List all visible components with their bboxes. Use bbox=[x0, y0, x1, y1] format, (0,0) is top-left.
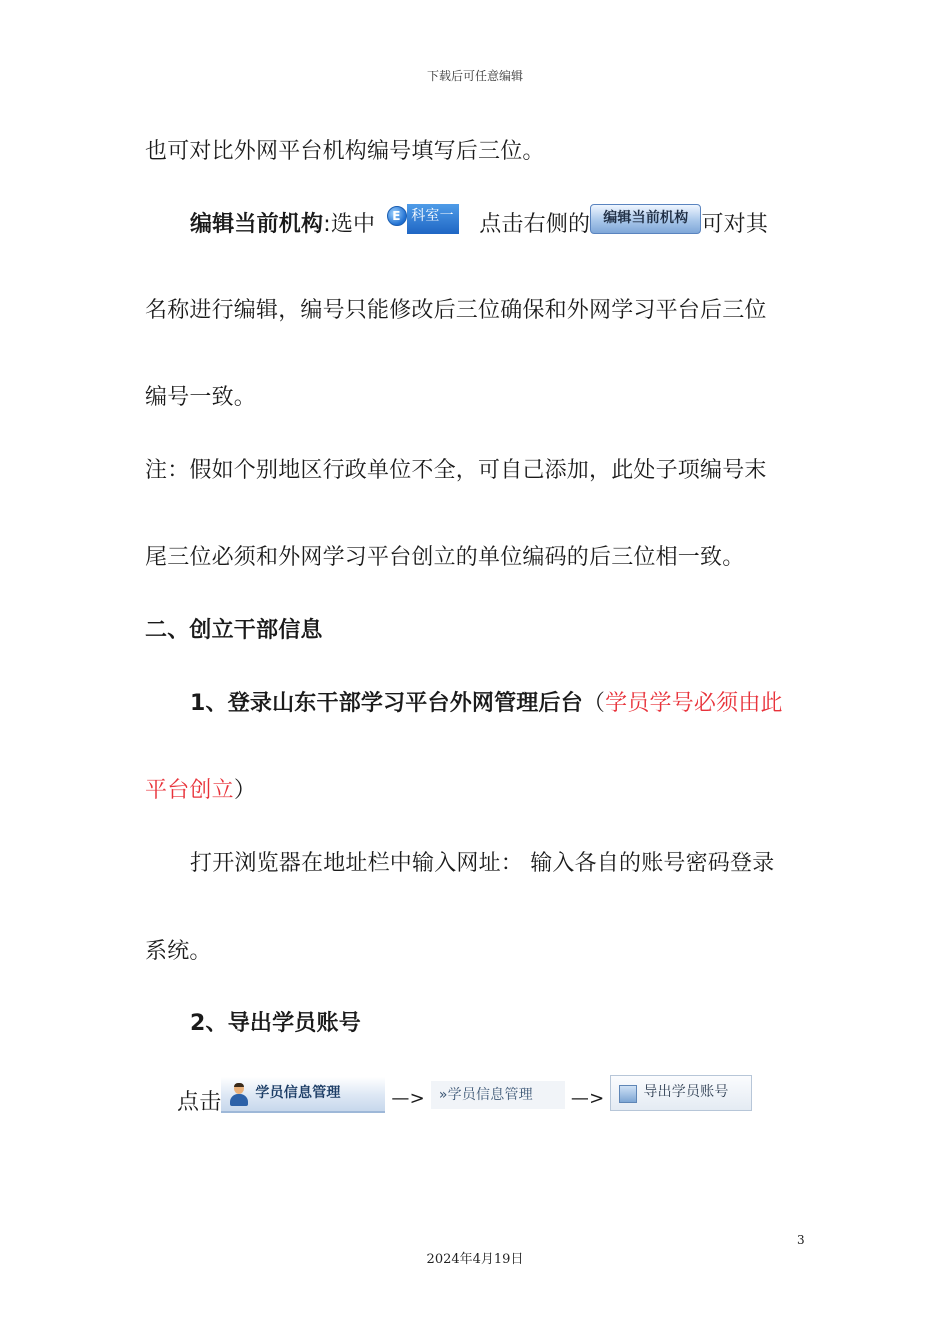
step1-paren: （ bbox=[582, 691, 606, 716]
student-info-submenu-link[interactable]: »学员信息管理 bbox=[431, 1081, 565, 1109]
section-heading: 二、创立干部信息 bbox=[145, 618, 323, 643]
export-accounts-button[interactable] bbox=[610, 1075, 752, 1111]
step1-paren-close: ） bbox=[233, 778, 257, 803]
step1-cont-line bbox=[145, 776, 256, 806]
step1-title: 1、登录山东干部学习平台外网管理后台 bbox=[190, 691, 583, 716]
page-number: 3 bbox=[797, 1233, 805, 1247]
step1-warning-cont: 平台创立 bbox=[145, 778, 234, 803]
step1-warning: 学员学号必须由此 bbox=[605, 691, 783, 716]
arrow-2: —> bbox=[570, 1088, 605, 1109]
student-info-menu-label: 学员信息管理 bbox=[255, 1085, 341, 1101]
office-node-label: 科室一 bbox=[407, 204, 459, 234]
step2-title: 2、导出学员账号 bbox=[190, 1011, 361, 1036]
edit-org-tail: 可对其 bbox=[701, 212, 769, 237]
paragraph-line: 名称进行编辑，编号只能修改后三位确保和外网学习平台后三位 bbox=[145, 298, 767, 323]
note-line: 尾三位必须和外网学习平台创立的单位编码的后三位相一致。 bbox=[145, 545, 745, 570]
click-label: 点击 bbox=[177, 1090, 222, 1115]
student-info-menu-button[interactable] bbox=[221, 1077, 385, 1113]
note-line: 注：假如个别地区行政单位不全，可自己添加，此处子项编号末 bbox=[145, 458, 767, 483]
edit-org-mid: 点击右侧的 bbox=[479, 212, 591, 237]
edit-org-label: 编辑当前机构 bbox=[190, 212, 324, 237]
office-node-icon[interactable] bbox=[387, 204, 461, 234]
export-icon bbox=[619, 1085, 637, 1103]
edit-org-button[interactable]: 编辑当前机构 bbox=[590, 204, 701, 234]
arrow-1: —> bbox=[391, 1088, 425, 1109]
nav-path-line bbox=[177, 1085, 752, 1121]
user-icon bbox=[229, 1083, 249, 1107]
edit-org-line bbox=[190, 210, 768, 240]
step1-line bbox=[190, 689, 783, 719]
paragraph-line: 也可对比外网平台机构编号填写后三位。 bbox=[145, 139, 545, 164]
paragraph-line: 打开浏览器在地址栏中输入网址： 输入各自的账号密码登录 bbox=[190, 851, 775, 876]
paragraph-line: 编号一致。 bbox=[145, 385, 257, 410]
export-accounts-label: 导出学员账号 bbox=[643, 1084, 729, 1100]
paragraph-line: 系统。 bbox=[145, 939, 212, 964]
e-badge-icon: E bbox=[387, 206, 407, 226]
page-header: 下载后可任意编辑 bbox=[426, 69, 523, 83]
footer-date: 2024年4月19日 bbox=[426, 1252, 524, 1267]
edit-org-colon: :选中 bbox=[323, 212, 376, 237]
